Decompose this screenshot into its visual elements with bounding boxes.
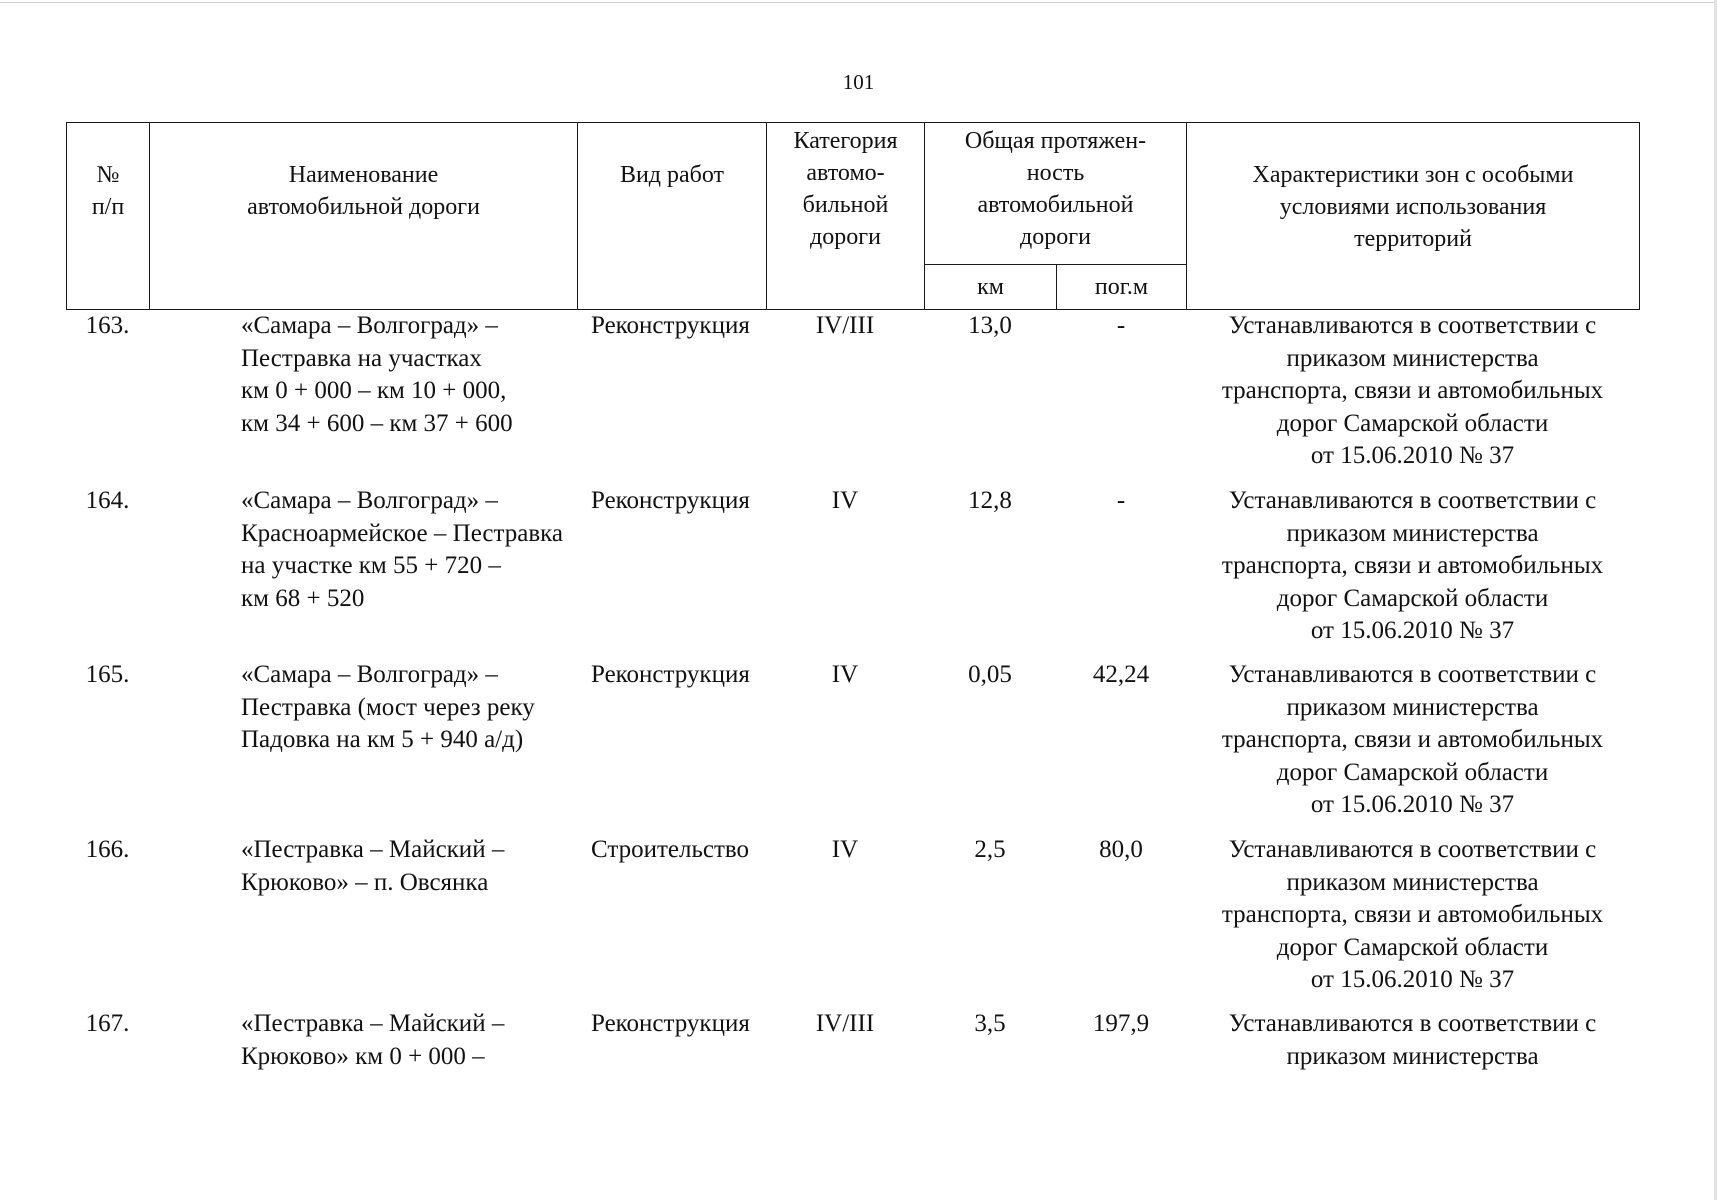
- length-meters: -: [1116, 487, 1126, 514]
- length-km: 2,5: [974, 836, 1006, 863]
- road-name: «Самара – Волгоград» – Пестравка на участках км 0 + 000 – км 10 + 000, км 34 + 600 – км 37 + 600: [241, 312, 513, 437]
- road-category: IV: [831, 661, 859, 688]
- work-type: Реконструкция: [591, 487, 750, 514]
- row-number: 164.: [85, 487, 130, 514]
- length-km: 3,5: [974, 1010, 1006, 1037]
- road-category: IV: [831, 487, 859, 514]
- table-body: [66, 310, 1639, 1088]
- length-km: 13,0: [968, 312, 1012, 339]
- zone-characteristics: Устанавливаются в соответствии с приказом министерства транспорта, связи и автомобильных дорог Самарской области от 15.06.2010 № 37: [1221, 661, 1604, 818]
- road-name: «Самара – Волгоград» – Пестравка (мост через реку Падовка на км 5 + 940 а/д): [241, 661, 535, 753]
- scan-edge-line: [0, 2, 1717, 3]
- length-km: 12,8: [968, 487, 1012, 514]
- table-row: [66, 1008, 1639, 1088]
- work-type: Строительство: [591, 836, 750, 863]
- header-col-category: Категория автомо- бильной дороги: [767, 123, 925, 310]
- header-col-number: № п/п: [67, 123, 150, 310]
- table-row: [66, 834, 1639, 1008]
- table-header: [66, 122, 1640, 310]
- work-type: Реконструкция: [591, 312, 750, 339]
- length-meters: 80,0: [1099, 836, 1143, 863]
- length-meters: 197,9: [1092, 1010, 1150, 1037]
- road-category: IV: [831, 836, 859, 863]
- table-row: [66, 485, 1639, 659]
- zone-characteristics: Устанавливаются в соответствии с приказом министерства транспорта, связи и автомобильных дорог Самарской области от 15.06.2010 № 37: [1221, 487, 1604, 644]
- header-col-km: км: [925, 265, 1057, 310]
- row-number: 166.: [85, 836, 130, 863]
- table-row: [66, 659, 1639, 834]
- table-row: [66, 310, 1639, 485]
- header-col-road-name: Наименование автомобильной дороги: [150, 123, 578, 310]
- road-name: «Самара – Волгоград» – Красноармейское – Пестравка на участке км 55 + 720 – км 68 + 520: [241, 487, 563, 612]
- row-number: 163.: [85, 312, 130, 339]
- header-col-work-type: Вид работ: [578, 123, 767, 310]
- length-km: 0,05: [968, 661, 1012, 688]
- zone-characteristics: Устанавливаются в соответствии с приказом министерства транспорта, связи и автомобильных дорог Самарской области от 15.06.2010 № 37: [1221, 312, 1604, 469]
- road-category: IV/III: [815, 1010, 875, 1037]
- work-type: Реконструкция: [591, 661, 750, 688]
- header-col-total-length: Общая протяжен- ность автомобильной дороги: [925, 123, 1187, 265]
- header-col-meters: пог.м: [1057, 265, 1187, 310]
- length-meters: -: [1116, 312, 1126, 339]
- header-col-zones: Характеристики зон с особыми условиями использования территорий: [1187, 123, 1640, 310]
- road-name: «Пестравка – Майский – Крюково» км 0 + 000 –: [241, 1010, 505, 1070]
- zone-characteristics: Устанавливаются в соответствии с приказом министерства: [1228, 1010, 1597, 1070]
- row-number: 165.: [85, 661, 130, 688]
- length-meters: 42,24: [1092, 661, 1150, 688]
- row-number: 167.: [85, 1010, 130, 1037]
- work-type: Реконструкция: [591, 1010, 750, 1037]
- road-name: «Пестравка – Майский – Крюково» – п. Овсянка: [241, 836, 505, 896]
- road-category: IV/III: [815, 312, 875, 339]
- zone-characteristics: Устанавливаются в соответствии с приказом министерства транспорта, связи и автомобильных дорог Самарской области от 15.06.2010 № 37: [1221, 836, 1604, 993]
- page-number: 101: [842, 70, 875, 94]
